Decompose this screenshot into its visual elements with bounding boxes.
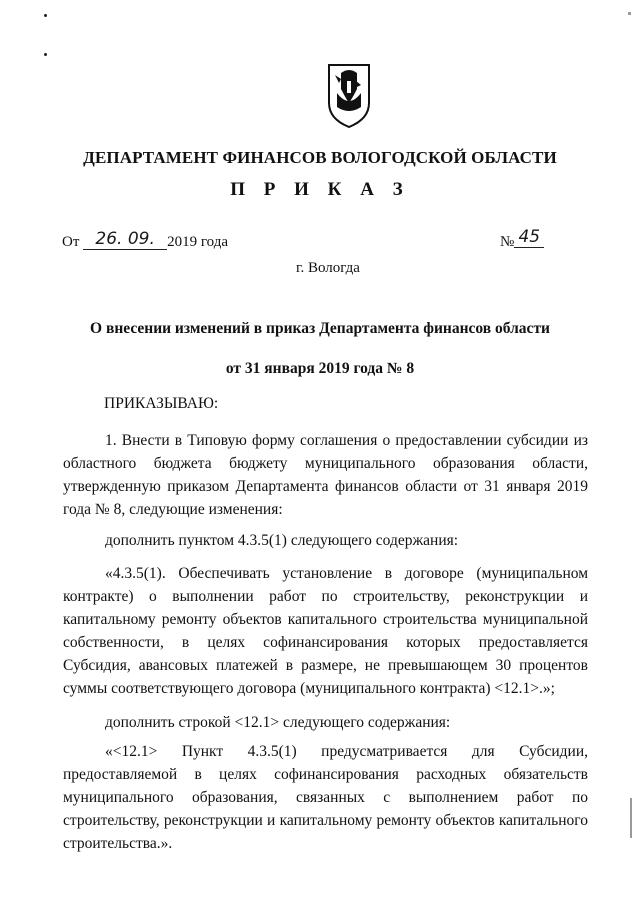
scan-speck <box>628 12 631 15</box>
scan-speck <box>44 14 47 17</box>
document-type-heading: П Р И К А З <box>230 179 410 200</box>
handwritten-number: 45 <box>514 227 544 248</box>
order-title-line-1: О внесении изменений в приказ Департамента финансов области <box>90 320 550 337</box>
paragraph-5: «<12.1> Пункт 4.3.5(1) предусматривается для Субсидии, предоставляемой в целях софинансирования расходных обязательств муниципального образования, связанных с выполнением работ по строительству, реконструкции и капитальному ремонту объектов капитального строительства.». <box>63 743 588 852</box>
order-directive: ПРИКАЗЫВАЮ: <box>104 395 219 412</box>
department-heading: ДЕПАРТАМЕНТ ФИНАНСОВ ВОЛОГОДСКОЙ ОБЛАСТИ <box>83 148 557 167</box>
scan-edge-mark <box>630 798 632 838</box>
city-name: г. Вологда <box>296 260 360 276</box>
scan-speck <box>44 53 47 56</box>
paragraph-1: 1. Внести в Типовую форму соглашения о предоставлении субсидии из областного бюджета бюджету муниципального образования области, утвержденную приказом Департамента финансов области от 31 января 2019 года № 8, следующие изменения: <box>63 432 588 518</box>
paragraph-2: дополнить пунктом 4.3.5(1) следующего содержания: <box>105 532 459 549</box>
coat-of-arms-emblem <box>327 63 371 129</box>
paragraph-4: дополнить строкой <12.1> следующего содержания: <box>105 714 451 731</box>
date-suffix: 2019 года <box>167 234 229 250</box>
number-prefix: № <box>500 234 515 250</box>
date-prefix: От <box>62 234 80 250</box>
handwritten-date: 26. 09. <box>83 229 167 250</box>
paragraph-3: «4.3.5(1). Обеспечивать установление в договоре (муниципальном контракте) о выполнении работ по строительству, реконструкции и капитальному ремонту объектов капитального строительства муниципальной собственности, в целях софинансирования которых предоставляется Субсидия, авансовых платежей в размере, не превышающем 30 процентов суммы соответствующего договора (муниципального контракта) <12.1>.»; <box>63 565 588 697</box>
order-number <box>500 227 544 252</box>
order-date <box>62 231 228 252</box>
order-title-line-2: от 31 января 2019 года № 8 <box>225 360 415 377</box>
